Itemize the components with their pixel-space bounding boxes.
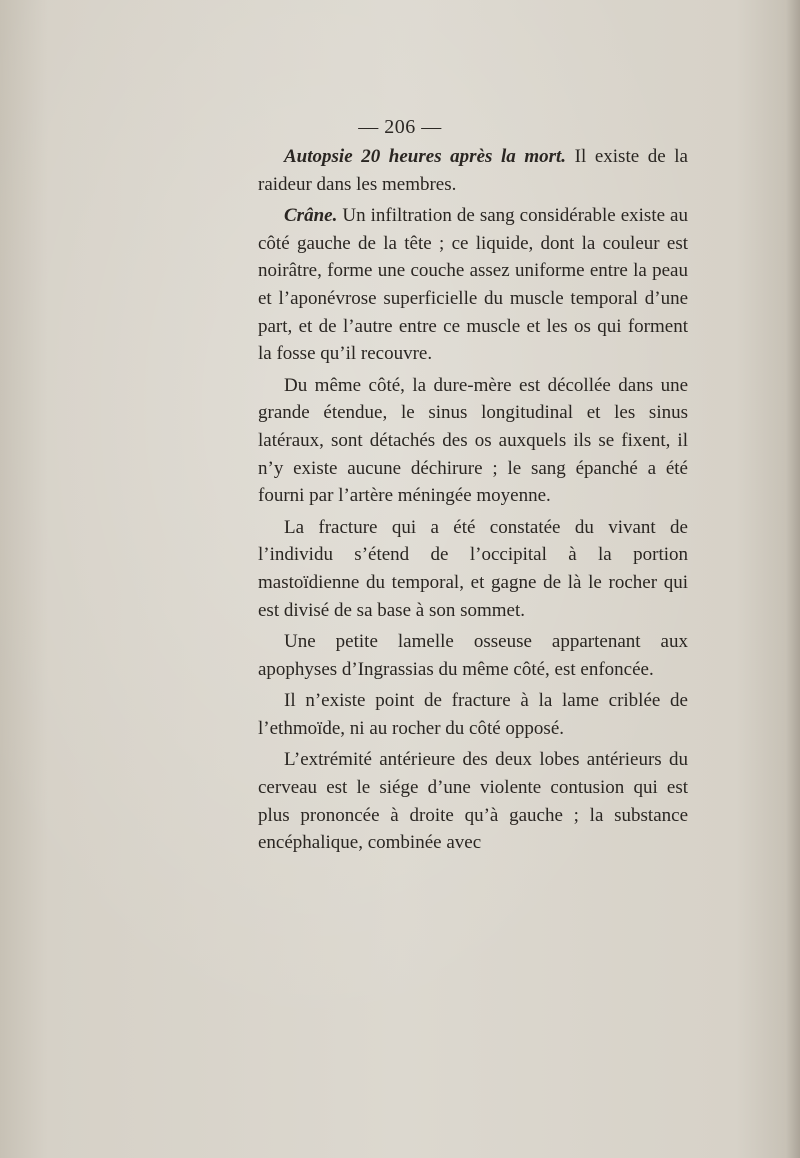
- page-number: — 206 —: [358, 116, 442, 138]
- paragraph-crane: [258, 202, 688, 368]
- paragraph-lamelle: [258, 628, 688, 683]
- paragraph-text: Un infiltration de sang considérable existe au côté gauche de la tête ; ce liquide, dont la couleur est noirâtre, forme une couche assez uniforme entre la peau et l’aponévrose superficielle du muscle temporal d’une part, et de l’autre entre ce muscle et les os qui forment la fosse qu’il recouvre.: [258, 205, 688, 365]
- page-edge-shadow: [786, 0, 800, 1158]
- paragraph-ethmoide: [258, 687, 688, 742]
- paragraph-lead: Autopsie 20 heures après la mort.: [284, 146, 567, 167]
- paragraph-text: Du même côté, la dure-mère est décollée dans une grande étendue, le sinus longitudinal et les sinus latéraux, sont détachés des os auxquels ils se fixent, il n’y existe aucune déchirure ; le sang épanché a été fourni par l’artère méningée moyenne.: [258, 374, 688, 507]
- paragraph-lead: Crâne.: [284, 205, 338, 227]
- paragraph-fracture: [258, 514, 688, 624]
- paragraph-dure-mere: [258, 372, 688, 510]
- paragraph-text: Une petite lamelle osseuse appartenant aux apophyses d’Ingrassias du même côté, est enfoncée.: [258, 631, 688, 680]
- paragraph-text: Il existe de la raideur dans les membres.: [258, 146, 688, 195]
- paragraph-cerveau: [258, 746, 688, 856]
- paragraph-text: La fracture qui a été constatée du vivant de l’individu s’étend de l’occipital à la portion mastoïdienne du temporal, et gagne de là le rocher qui est divisé de sa base à son sommet.: [258, 516, 688, 621]
- paragraph-text: L’extrémité antérieure des deux lobes antérieurs du cerveau est le siége d’une violente contusion qui est plus prononcée à droite qu’à gauche ; la substance encéphalique, combinée avec: [258, 749, 688, 854]
- paragraph-autopsie: [258, 143, 688, 198]
- paragraph-text: Il n’existe point de fracture à la lame criblée de l’ethmoïde, ni au rocher du côté opposé.: [258, 690, 688, 739]
- body-text: [258, 143, 688, 861]
